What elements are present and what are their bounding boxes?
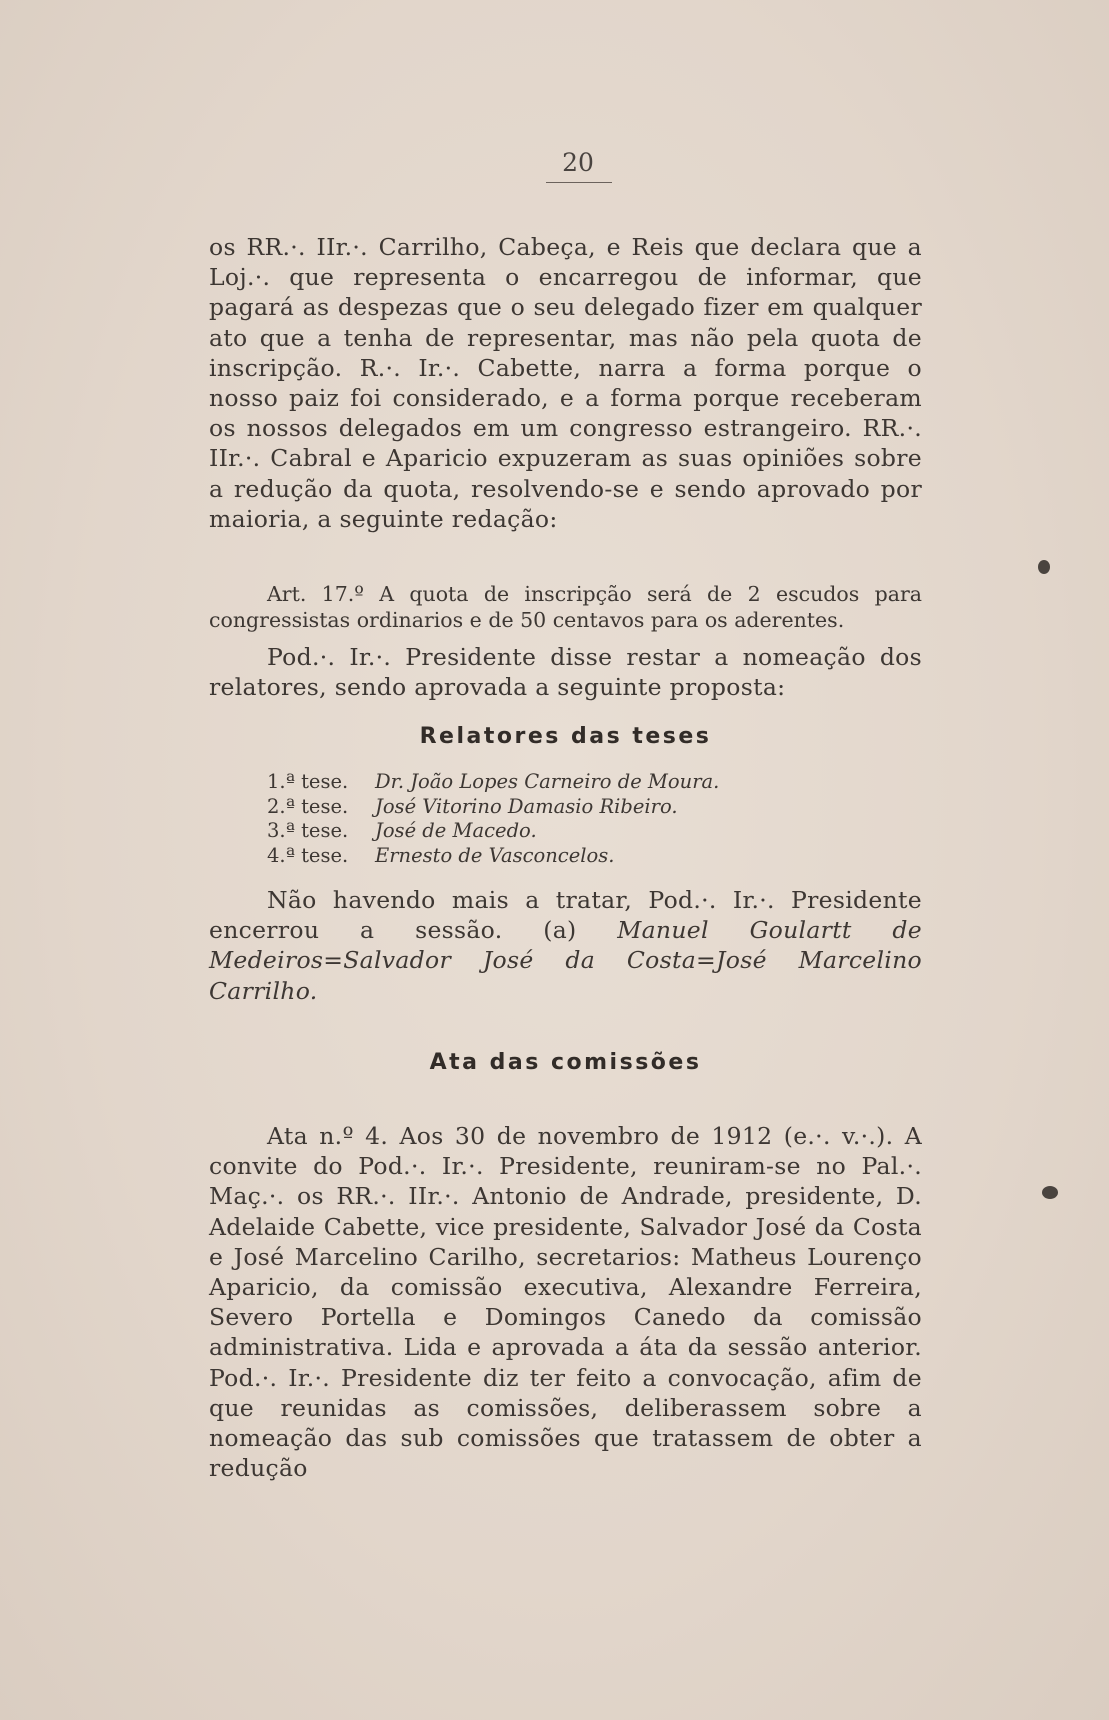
thesis-rapporteur: José Vitorino Damasio Ribeiro. [375, 794, 678, 818]
thesis-label: 3.ª tese. [267, 819, 349, 842]
page-number-rule [546, 182, 612, 183]
thesis-label: 1.ª tese. [267, 770, 349, 793]
list-item [267, 770, 867, 795]
paragraph-closing [209, 885, 922, 1006]
closing-signatures: Manuel Goulartt de Medeiros=Salvador José da Costa=José Marcelino Carrilho. [209, 916, 922, 1005]
ink-mark [1038, 560, 1050, 574]
thesis-rapporteur: Dr. João Lopes Carneiro de Moura. [375, 770, 720, 793]
page-number: 20 [562, 148, 594, 177]
thesis-rapporteur: Ernesto de Vasconcelos. [375, 843, 615, 867]
paragraph-session-minutes: os RR.·. IIr.·. Carrilho, Cabeça, e Reis que declara que a Loj.·. que representa o encarregou de informar, que pagará as despezas que o seu delegado fizer em qualquer ato que a tenha de representar, mas não pela quota de inscripção. R.·. Ir.·. Cabette, narra a forma porque o nosso paiz foi considerado, e a forma porque receberam os nossos delegados em um congresso estrangeiro. RR.·. IIr.·. Cabral e Aparicio expuzeram as suas opiniões sobre a redução da quota, resolvendo-se e sendo aprovado por maioria, a seguinte redação: [209, 233, 922, 533]
ink-mark [1042, 1186, 1058, 1199]
heading-relatores: Relatores das teses [419, 724, 712, 749]
thesis-rapporteur: José de Macedo. [375, 819, 537, 842]
thesis-label: 2.ª tese. [267, 794, 349, 818]
thesis-label: 4.ª tese. [267, 843, 349, 867]
heading-ata-comissoes: Ata das comissões [429, 1050, 702, 1075]
list-item [267, 819, 867, 844]
list-item [267, 795, 867, 820]
closing-text: Não havendo mais a tratar, Pod.·. Ir.·. Presidente encerrou a sessão. (a) [209, 886, 922, 945]
article-17: Art. 17.º A quota de inscripção será de 2 escudos para congressistas ordinarios e de 50 centavos para os aderentes. [209, 582, 922, 632]
thesis-list [267, 770, 867, 868]
paragraph-ata-4: Ata n.º 4. Aos 30 de novembro de 1912 (e.·. v.·.). A convite do Pod.·. Ir.·. Presidente, reuniram-se no Pal.·. Maç.·. os RR.·. IIr.·. Antonio de Andrade, presidente, D. Adelaide Cabette, vice presidente, Salvador José da Costa e José Marcelino Carilho, secretarios: Matheus Lourenço Aparicio, da comissão executiva, Alexandre Ferreira, Severo Portella e Domingos Canedo da comissão administrativa. Lida e aprovada a áta da sessão anterior. Pod.·. Ir.·. Presidente diz ter feito a convocação, afim de que reunidas as comissões, deliberassem sobre a nomeação das sub comissões que tratassem de obter a redução [209, 1122, 922, 1483]
paragraph-relatores-proposal: Pod.·. Ir.·. Presidente disse restar a nomeação dos relatores, sendo aprovada a seguinte proposta: [209, 643, 922, 702]
list-item [267, 844, 867, 869]
